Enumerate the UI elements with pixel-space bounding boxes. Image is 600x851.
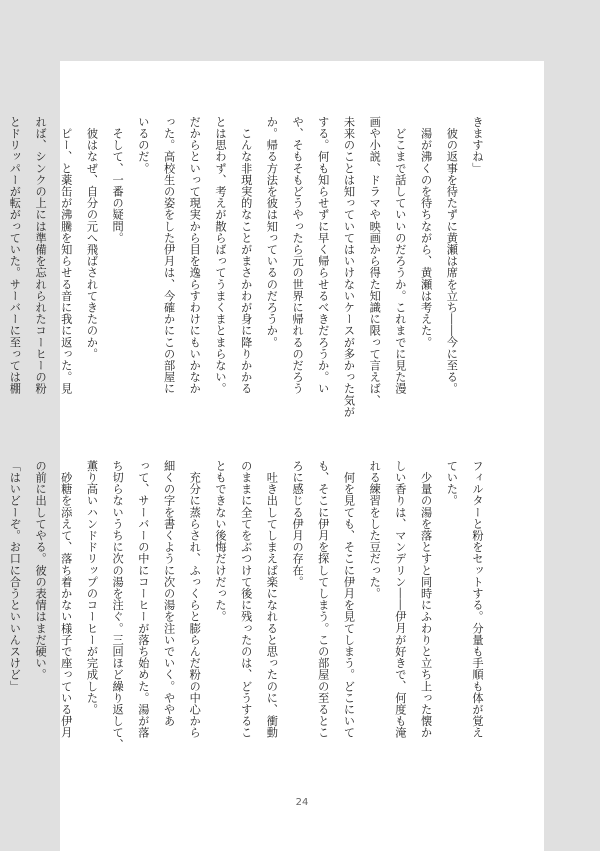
upper-text-block [8,116,490,418]
text-line: のままに全てをぶつけて後に残ったのは、どうするこ [239,460,253,739]
text-line: とドリッパーが転がっていた。サーバーに至っては棚 [8,116,22,395]
text-line: しい香りは、マンデリン――伊月が好きで、何度も淹 [393,460,407,739]
text-line: ていた。 [445,460,459,507]
text-line: ろに感じる伊月の存在。 [291,460,305,588]
book-page [8,61,544,851]
text-line: 薫り高いハンドドリップのコーヒーが完成した。 [85,460,99,716]
text-line: ともできない後悔だけだった。 [213,460,227,623]
lower-text-block [8,460,490,760]
text-line: ち切らないうちに次の湯を注ぐ。三回ほど繰り返して、 [111,460,125,750]
text-line: きますね」 [471,116,484,174]
text-line: 細くの字を書くように次の湯を注いでいく。ややあ [162,460,176,727]
text-line: の前に出してやる。彼の表情はまだ硬い。 [34,460,48,681]
text-line: か。帰る方法を彼は知っているのだろうか。 [265,116,279,348]
text-line: 未来のことは知っていてはいけないケースが多かった気が [342,116,356,418]
text-line: する。何も知らせずに早く帰らせるべきだろうか。い [316,116,330,395]
text-line: そして、一番の疑問。 [111,116,125,244]
text-line: 画や小説、ドラマや映画から得た知識に限って言えば、 [368,116,382,406]
text-line: いるのだ。 [136,116,150,174]
text-line: 充分に蒸らされ、ふっくらと膨らんだ粉の中心から [188,460,202,739]
text-line: 彼はなぜ、自分の元へ飛ばされてきたのか。 [85,116,99,360]
text-line: だからといって現実から目を逸らすわけにもいかなか [188,116,202,395]
text-line: れば、シンクの上には準備を忘れられたコーヒーの粉 [34,116,48,395]
text-line: ピー、と薬缶が沸騰を知らせる音に我に返った。見 [59,116,73,395]
text-line: とは思わず、考えが散らばってうまくまとまらない。 [213,116,227,395]
text-line: 砂糖を添えて、落ち着かない様子で座っている伊月 [59,460,73,739]
text-line: どこまで話していいのだろうか。これまでに見た漫 [393,116,407,395]
text-line: れる練習をした豆だった。 [368,460,382,600]
text-line: 湯が沸くのを待ちながら、黄瀬は考えた。 [419,116,433,348]
page-number: 24 [295,797,309,808]
text-line: 吐き出してしまえば楽になれると思ったのに、衝動 [265,460,279,739]
text-line: フィルターと粉をセットする。分量も手順も体が覚え [471,460,484,739]
text-line: や、そもそもどうやったら元の世界に帰れるのだろう [291,116,305,395]
text-line: 何を見ても、そこに伊月を見てしまう。どこにいて [342,460,356,739]
text-line: った。高校生の姿をした伊月は、今確かにこの部屋に [162,116,176,395]
text-line: こんな非現実的なことがまさかわが身に降りかかる [239,116,253,395]
text-line: 「はいどーぞ。お口に合うといいんスけど」 [8,460,22,692]
text-line: も、そこに伊月を探してしまう。この部屋の至るとこ [316,460,330,739]
text-line: 彼の返事を待たずに黄瀬は席を立ち――今に至る。 [445,116,459,395]
text-line: って、サーバーの中にコーヒーが落ち始めた。湯が落 [136,460,150,739]
text-line: 少量の湯を落とすと同時にふわりと立ち上った懐か [419,460,433,739]
